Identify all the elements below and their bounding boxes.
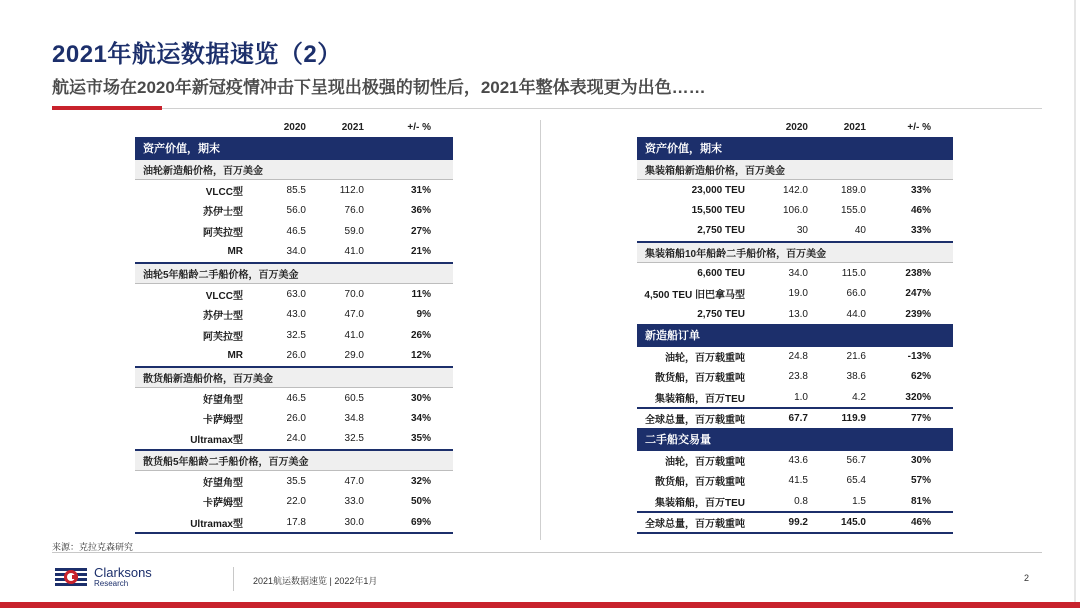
value-2021: 1.5: [812, 491, 870, 512]
value-2021: 70.0: [344, 288, 364, 300]
row-label: 23,000 TEU: [691, 184, 745, 196]
value-2021: 112.0: [339, 184, 364, 196]
row-label: 油轮，百万载重吨: [665, 457, 745, 469]
row-label: 6,600 TEU: [697, 267, 745, 279]
value-2021: 189.0: [840, 184, 866, 196]
left-data-table: [135, 117, 453, 534]
value-2021: 40: [812, 221, 870, 242]
value-2020: 26.0: [286, 413, 306, 425]
table-row: [637, 450, 953, 471]
row-label: 苏伊士型: [203, 311, 243, 323]
table-row: [135, 408, 453, 429]
value-2020: 1.0: [767, 387, 812, 408]
row-label: 4,500 TEU 旧巴拿马型: [644, 290, 745, 302]
clarksons-logo-icon: [54, 566, 88, 588]
table-total-row: [637, 512, 953, 533]
table-row: [135, 179, 453, 200]
table-row: [135, 221, 453, 242]
row-label: 散货船，百万载重吨: [655, 477, 745, 489]
table-row: [637, 304, 953, 325]
table-row: [637, 367, 953, 388]
value-pct: 35%: [368, 429, 453, 450]
subsection-header: 散货船5年船龄二手船价格，百万美金: [135, 450, 453, 471]
page-subtitle: 航运市场在2020年新冠疫情冲击下呈现出极强的韧性后，2021年整体表现更为出色……: [52, 78, 706, 97]
value-pct: 30%: [910, 455, 931, 467]
row-label: 15,500 TEU: [691, 205, 745, 217]
title-rule: [162, 108, 1042, 109]
table-row: [637, 387, 953, 408]
value-2021: 30.0: [310, 512, 368, 533]
value-pct: 21%: [368, 242, 453, 263]
row-label: VLCC型: [205, 186, 243, 198]
col-header-2021: 2021: [812, 117, 870, 138]
value-pct: 46%: [870, 512, 953, 533]
value-pct: 247%: [905, 288, 931, 300]
value-2021: 76.0: [344, 205, 364, 217]
right-data-table: [637, 117, 953, 534]
value-pct: 9%: [416, 309, 431, 321]
subsection-header: 集装箱船新造船价格，百万美金: [637, 159, 953, 180]
value-pct: 239%: [870, 304, 953, 325]
value-2020: 85.5: [286, 184, 306, 196]
value-pct: 36%: [410, 205, 431, 217]
value-2020: 30: [767, 221, 812, 242]
table-row: [637, 346, 953, 367]
value-pct: 57%: [910, 475, 931, 487]
value-2020: 43.0: [286, 309, 306, 321]
row-label: 好望角型: [203, 394, 243, 406]
source-note: 来源：克拉克森研究: [52, 542, 134, 552]
col-header-pct: +/- %: [368, 117, 453, 138]
value-2020: 0.8: [767, 491, 812, 512]
value-pct: 32%: [410, 475, 431, 487]
table-header-row: [637, 117, 953, 138]
value-pct: 50%: [410, 496, 431, 508]
row-label: 油轮，百万载重吨: [665, 353, 745, 365]
value-2021: 119.9: [812, 408, 870, 429]
table-row: [135, 242, 453, 263]
table-row: [135, 471, 453, 492]
subsection-header: 散货船新造船价格，百万美金: [135, 367, 453, 388]
subsection-header: 油轮新造船价格，百万美金: [135, 159, 453, 180]
value-2021: 29.0: [310, 346, 368, 367]
value-2021: 32.5: [310, 429, 368, 450]
row-label: Ultramax型: [135, 512, 265, 533]
section-header: 新造船订单: [637, 325, 953, 346]
value-2020: 34.0: [265, 242, 310, 263]
page-number: 2: [1024, 573, 1030, 583]
value-2021: 41.0: [344, 329, 364, 341]
table-row: [135, 304, 453, 325]
value-2020: 99.2: [767, 512, 812, 533]
table-row: [637, 200, 953, 221]
value-2020: 23.8: [788, 371, 808, 383]
value-2021: 21.6: [846, 351, 866, 363]
row-label: 苏伊士型: [203, 207, 243, 219]
row-label: 全球总量，百万载重吨: [637, 408, 767, 429]
bottom-accent-bar: [0, 602, 1080, 608]
value-2021: 34.8: [344, 413, 364, 425]
slide-edge: [1074, 0, 1076, 602]
section-header: 资产价值，期末: [135, 138, 453, 159]
value-2020: 17.8: [265, 512, 310, 533]
row-label: 卡萨姆型: [203, 498, 243, 510]
row-label: 集装箱船，百万TEU: [637, 491, 767, 512]
col-header-2020: 2020: [265, 117, 310, 138]
value-2021: 65.4: [846, 475, 866, 487]
value-2021: 155.0: [840, 205, 866, 217]
value-2020: 46.5: [286, 392, 306, 404]
col-header-2020: 2020: [767, 117, 812, 138]
table-row: [135, 512, 453, 533]
value-2021: 4.2: [812, 387, 870, 408]
table-row: [135, 346, 453, 367]
value-2021: 59.0: [344, 225, 364, 237]
value-2020: 56.0: [286, 205, 306, 217]
value-pct: 77%: [870, 408, 953, 429]
value-pct: 11%: [411, 288, 431, 300]
value-2020: 19.0: [788, 288, 808, 300]
value-2020: 24.0: [265, 429, 310, 450]
value-2020: 43.6: [788, 455, 808, 467]
footer-separator: [233, 567, 234, 591]
value-2021: 56.7: [846, 455, 866, 467]
table-row: [135, 491, 453, 512]
col-header-2021: 2021: [310, 117, 368, 138]
row-label: 全球总量，百万载重吨: [637, 512, 767, 533]
table-row: [135, 387, 453, 408]
value-2020: 142.0: [782, 184, 808, 196]
value-2021: 33.0: [344, 496, 364, 508]
row-label: 集装箱船，百万TEU: [637, 387, 767, 408]
value-2020: 63.0: [286, 288, 306, 300]
row-label: 阿芙拉型: [203, 227, 243, 239]
row-label: MR: [135, 346, 265, 367]
table-row: [637, 263, 953, 284]
value-2020: 46.5: [286, 225, 306, 237]
table-row: [637, 471, 953, 492]
logo-name: Clarksons: [94, 565, 152, 580]
table-row: [135, 429, 453, 450]
value-2021: 145.0: [812, 512, 870, 533]
value-2020: 67.7: [767, 408, 812, 429]
row-label: 卡萨姆型: [203, 415, 243, 427]
value-2021: 47.0: [344, 475, 364, 487]
page-title: 2021年航运数据速览（2）: [52, 41, 342, 68]
row-label: 2,750 TEU: [637, 221, 767, 242]
value-pct: 26%: [410, 329, 431, 341]
value-2021: 44.0: [812, 304, 870, 325]
value-2021: 47.0: [344, 309, 364, 321]
value-2021: 60.5: [344, 392, 364, 404]
value-pct: 34%: [410, 413, 431, 425]
row-label: MR: [135, 242, 265, 263]
value-2020: 106.0: [782, 205, 808, 217]
section-header: 资产价值，期末: [637, 138, 953, 159]
row-label: 散货船，百万载重吨: [655, 373, 745, 385]
section-header: 二手船交易量: [637, 429, 953, 450]
table-row: [637, 221, 953, 242]
value-2020: 22.0: [286, 496, 306, 508]
value-pct: 12%: [368, 346, 453, 367]
row-label: 阿芙拉型: [203, 331, 243, 343]
value-pct: 62%: [910, 371, 931, 383]
value-2021: 38.6: [846, 371, 866, 383]
value-pct: 69%: [368, 512, 453, 533]
value-2021: 66.0: [846, 288, 866, 300]
value-2020: 34.0: [788, 267, 808, 279]
column-divider: [540, 120, 541, 540]
table-row: [135, 200, 453, 221]
value-2020: 13.0: [767, 304, 812, 325]
table-row: [637, 491, 953, 512]
value-pct: 33%: [870, 221, 953, 242]
row-label: Ultramax型: [135, 429, 265, 450]
value-2021: 41.0: [310, 242, 368, 263]
subsection-header: 集装箱船10年船龄二手船价格，百万美金: [637, 242, 953, 263]
value-2020: 32.5: [286, 329, 306, 341]
value-pct: 81%: [870, 491, 953, 512]
table-header-row: [135, 117, 453, 138]
value-2020: 26.0: [265, 346, 310, 367]
footer-rule: [52, 552, 1042, 553]
table-row: [637, 179, 953, 200]
footer-doc-text: 2021航运数据速览 | 2022年1月: [253, 576, 378, 586]
row-label: 好望角型: [203, 477, 243, 489]
table-total-row: [637, 408, 953, 429]
value-pct: 46%: [910, 205, 931, 217]
value-pct: 320%: [870, 387, 953, 408]
logo-sub: Research: [94, 579, 129, 588]
row-label: 2,750 TEU: [637, 304, 767, 325]
table-row: [637, 283, 953, 304]
row-label: VLCC型: [205, 290, 243, 302]
table-row: [135, 325, 453, 346]
value-pct: 30%: [410, 392, 431, 404]
value-pct: 31%: [410, 184, 431, 196]
table-row: [135, 283, 453, 304]
value-pct: 238%: [905, 267, 931, 279]
value-2021: 115.0: [841, 267, 866, 279]
value-pct: -13%: [907, 351, 931, 363]
subsection-header: 油轮5年船龄二手船价格，百万美金: [135, 263, 453, 284]
value-2020: 41.5: [788, 475, 808, 487]
col-header-pct: +/- %: [870, 117, 953, 138]
value-2020: 35.5: [286, 475, 306, 487]
value-pct: 33%: [910, 184, 931, 196]
value-pct: 27%: [410, 225, 431, 237]
value-2020: 24.8: [788, 351, 808, 363]
title-accent-bar: [52, 106, 162, 110]
clarksons-logo: [54, 566, 152, 588]
